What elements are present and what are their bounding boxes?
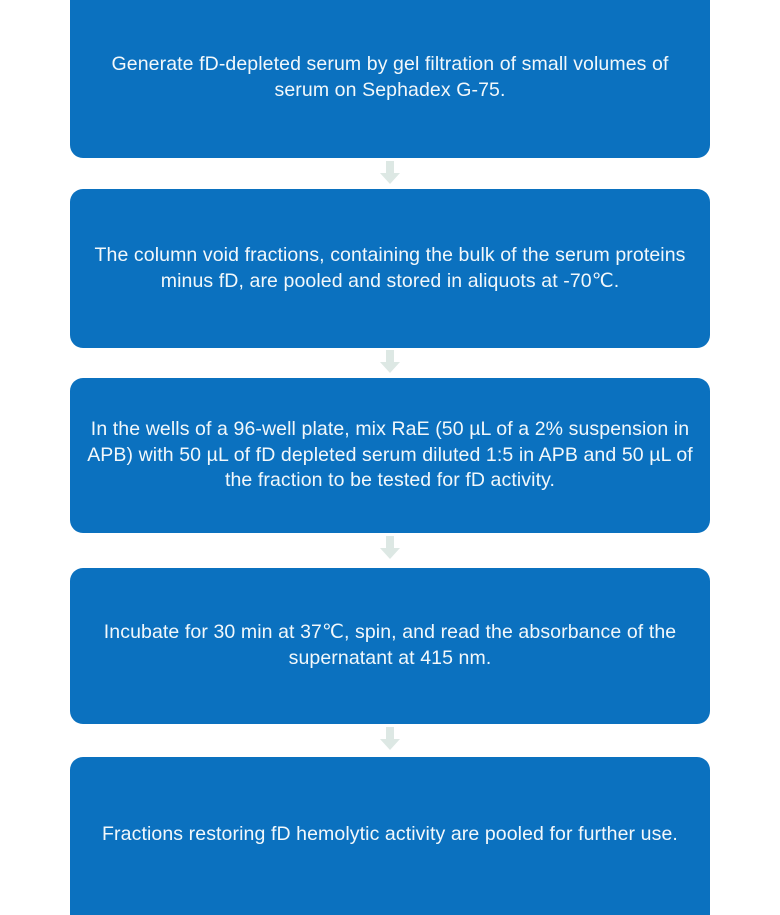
flowchart-step-1-label: Generate fD-depleted serum by gel filtration of small volumes of serum on Sephadex G-75.: [111, 53, 669, 101]
arrow-down-icon: [379, 161, 401, 185]
arrow-down-icon: [379, 727, 401, 751]
flowchart-step-5-label: Fractions restoring fD hemolytic activity are pooled for further use.: [102, 823, 678, 846]
flowchart-step-1: [70, 0, 710, 158]
flowchart-step-4-label: Incubate for 30 min at 37℃, spin, and read the absorbance of the supernatant at 415 nm.: [103, 621, 677, 669]
flowchart-step-5: [70, 757, 710, 915]
arrow-down-icon: [379, 350, 401, 374]
flowchart-step-3: [70, 378, 710, 533]
flowchart-step-2-label: The column void fractions, containing the bulk of the serum proteins minus fD, are pooled and stored in aliquots at -70℃.: [94, 243, 686, 292]
arrow-down-icon: [379, 536, 401, 560]
flowchart-step-2: [70, 189, 710, 348]
flowchart-step-3-label: In the wells of a 96-well plate, mix RaE (50 µL of a 2% suspension in APB) with 50 µL of fD depleted serum diluted 1:5 in APB and 50 µL of the fraction to be tested for fD activity.: [87, 417, 693, 492]
flowchart-step-4: [70, 568, 710, 724]
